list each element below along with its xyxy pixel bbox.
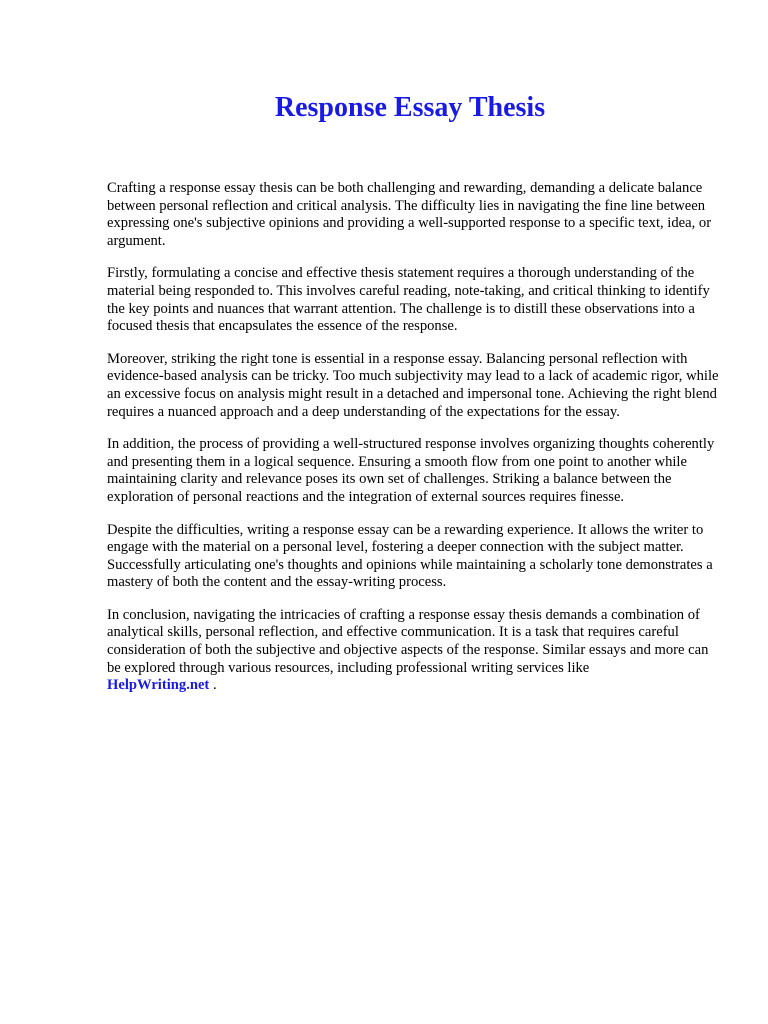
document-body: [107, 180, 719, 710]
paragraph-1: Crafting a response essay thesis can be both challenging and rewarding, demanding a delicate balance between personal reflection and critical analysis. The difficulty lies in navigating the fine line between expressing one's subjective opinions and providing a well-supported response to a specific text, idea, or argument.: [107, 180, 712, 249]
paragraph-2: Firstly, formulating a concise and effective thesis statement requires a thorough understanding of the material being responded to. This involves careful reading, note-taking, and critical thinking to identify the key points and nuances that warrant attention. The challenge is to distill these observations into a focused thesis that encapsulates the essence of the response.: [107, 265, 710, 335]
paragraph-conclusion: [107, 607, 719, 695]
page-title: Response Essay Thesis: [274, 92, 546, 123]
paragraph-5: Despite the difficulties, writing a response essay can be a rewarding experience. It allows the writer to engage with the material on a personal level, fostering a deeper connection with the subject matter. Successfully articulating one's thoughts and opinions while maintaining a scholarly tone demonstrates a mastery of both the content and the essay-writing process.: [107, 521, 713, 591]
paragraph-3: Moreover, striking the right tone is essential in a response essay. Balancing personal reflection with evidence-based analysis can be tricky. Too much subjectivity may lead to a lack of academic rigor, while an excessive focus on analysis might result in a detached and impersonal tone. Achieving the right blend requires a nuanced approach and a deep understanding of the expectations for the essay.: [107, 350, 719, 420]
helpwriting-link[interactable]: HelpWriting.net: [107, 677, 210, 694]
conclusion-trailing: .: [209, 677, 217, 694]
paragraph-4: In addition, the process of providing a well-structured response involves organizing thoughts coherently and presenting them in a logical sequence. Ensuring a smooth flow from one point to another while maintaining clarity and relevance poses its own set of challenges. Striking a balance between the exploration of personal reactions and the integration of external sources requires finesse.: [107, 436, 715, 505]
conclusion-text: In conclusion, navigating the intricacies of crafting a response essay thesis demands a combination of analytical skills, personal reflection, and effective communication. It is a task that requires careful consideration of both the subjective and objective aspects of the response. Similar essays and more can be explored through various resources, including professional writing services like: [107, 606, 709, 676]
